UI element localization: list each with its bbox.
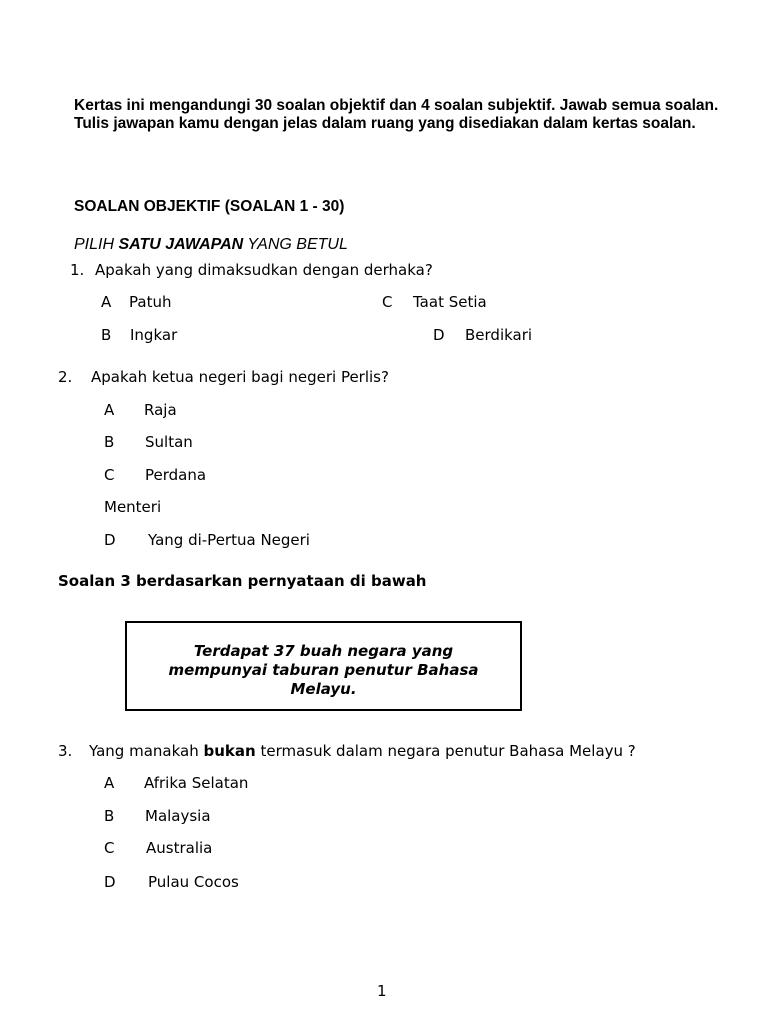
statement-text: Terdapat 37 buah negara yang mempunyai taburan penutur Bahasa Melayu.: [168, 642, 479, 698]
question-3-intro: Soalan 3 berdasarkan pernyataan di bawah: [58, 572, 427, 590]
statement-box: [125, 621, 522, 711]
option-text: Australia: [146, 839, 213, 857]
option-letter: A: [104, 774, 115, 792]
question-text-emphasis: bukan: [203, 742, 256, 760]
option-text: Afrika Selatan: [144, 774, 249, 792]
option-letter: B: [104, 433, 115, 451]
option-text: Patuh: [129, 293, 172, 311]
option-text: Perdana: [145, 466, 207, 484]
page-number: 1: [377, 982, 387, 1000]
question-number: 3.: [58, 742, 73, 760]
instructions-paragraph: Kertas ini mengandungi 30 soalan objektif dan 4 soalan subjektif. Jawab semua soalan. Tulis jawapan kamu dengan jelas dalam ruang yang disediakan dalam kertas soalan.: [74, 97, 719, 132]
option-letter: A: [101, 293, 112, 311]
question-text: Apakah ketua negeri bagi negeri Perlis?: [91, 368, 389, 386]
option-text: Ingkar: [130, 326, 178, 344]
instruction-part: YANG BETUL: [243, 236, 348, 253]
option-letter: D: [104, 531, 116, 549]
option-letter: D: [104, 873, 116, 891]
option-letter: B: [104, 807, 115, 825]
option-text: Malaysia: [145, 807, 211, 825]
option-letter: C: [382, 293, 393, 311]
instruction-emphasis: SATU JAWAPAN: [118, 236, 244, 253]
question-text-part: Yang manakah: [89, 742, 204, 760]
option-letter: D: [433, 326, 445, 344]
option-letter: A: [104, 401, 115, 419]
instruction-part: PILIH: [74, 236, 119, 253]
question-number: 2.: [58, 368, 73, 386]
option-text: Berdikari: [465, 326, 533, 344]
option-text-continued: Menteri: [104, 498, 162, 516]
option-text: Sultan: [145, 433, 193, 451]
question-number: 1.: [70, 261, 85, 279]
option-text: Yang di-Pertua Negeri: [148, 531, 310, 549]
question-text: Apakah yang dimaksudkan dengan derhaka?: [95, 261, 433, 279]
question-text: [89, 742, 636, 760]
option-letter: C: [104, 839, 115, 857]
answer-instruction: [74, 236, 348, 254]
option-text: Raja: [144, 401, 177, 419]
option-text: Taat Setia: [413, 293, 487, 311]
section-title: SOALAN OBJEKTIF (SOALAN 1 - 30): [74, 198, 345, 215]
question-text-part: termasuk dalam negara penutur Bahasa Melayu ?: [255, 742, 636, 760]
option-letter: C: [104, 466, 115, 484]
option-letter: B: [101, 326, 112, 344]
option-text: Pulau Cocos: [148, 873, 239, 891]
